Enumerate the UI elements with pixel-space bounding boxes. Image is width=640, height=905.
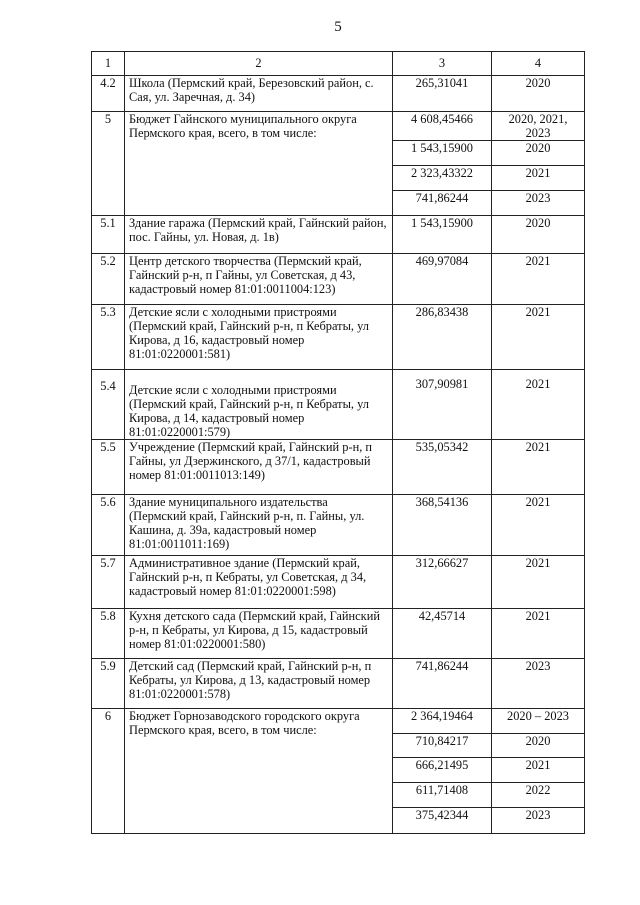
row-year: 2021	[492, 609, 585, 659]
row-number: 5.8	[92, 609, 125, 659]
row-amount: 741,86244	[393, 659, 492, 709]
row-amount: 265,31041	[393, 76, 492, 112]
header-col-1: 1	[92, 52, 125, 76]
table-row	[92, 76, 585, 112]
row-year: 2021	[492, 370, 585, 440]
table-row	[92, 495, 585, 556]
row-number: 4.2	[92, 76, 125, 112]
table-row	[92, 254, 585, 305]
row-description: Здание муниципального издательства (Пермский край, Гайнский р-н, п. Гайны, ул. Кашина, д. 39а, кадастровый номер 81:01:0011011:169)	[125, 495, 393, 556]
table-row	[92, 216, 585, 254]
row-year: 2021	[492, 556, 585, 609]
row-description: Школа (Пермский край, Березовский район, с. Сая, ул. Заречная, д. 34)	[125, 76, 393, 112]
row-amount: 307,90981	[393, 370, 492, 440]
table-row	[92, 709, 585, 734]
row-number: 5.6	[92, 495, 125, 556]
table-row	[92, 370, 585, 440]
row-description: Бюджет Горнозаводского городского округа Пермского края, всего, в том числе:	[125, 709, 393, 834]
row-year: 2022	[492, 783, 585, 808]
row-year: 2020, 2021, 2023	[492, 112, 585, 141]
row-amount: 42,45714	[393, 609, 492, 659]
table-row	[92, 305, 585, 370]
row-amount: 286,83438	[393, 305, 492, 370]
table-row	[92, 556, 585, 609]
row-year: 2021	[492, 440, 585, 495]
row-year: 2021	[492, 758, 585, 783]
row-description: Здание гаража (Пермский край, Гайнский район, пос. Гайны, ул. Новая, д. 1в)	[125, 216, 393, 254]
row-description: Кухня детского сада (Пермский край, Гайнский р-н, п Кебраты, ул Кирова, д 15, кадастровый номер 81:01:0220001:580)	[125, 609, 393, 659]
row-amount: 2 364,19464	[393, 709, 492, 734]
row-description: Детские ясли с холодными пристроями (Пермский край, Гайнский р-н, п Кебраты, ул Кирова, д 16, кадастровый номер 81:01:0220001:581)	[125, 305, 393, 370]
row-year: 2023	[492, 808, 585, 834]
row-year: 2021	[492, 254, 585, 305]
row-year: 2021	[492, 305, 585, 370]
row-amount: 312,66627	[393, 556, 492, 609]
budget-table	[91, 51, 585, 834]
row-amount: 368,54136	[393, 495, 492, 556]
row-description: Административное здание (Пермский край, Гайнский р-н, п Кебраты, ул Советская, д 34, кадастровый номер 81:01:0220001:598)	[125, 556, 393, 609]
header-col-4: 4	[492, 52, 585, 76]
row-number: 5.2	[92, 254, 125, 305]
row-description: Детский сад (Пермский край, Гайнский р-н, п Кебраты, ул Кирова, д 13, кадастровый номер 81:01:0220001:578)	[125, 659, 393, 709]
row-year: 2020 – 2023	[492, 709, 585, 734]
row-number: 6	[92, 709, 125, 834]
row-description: Центр детского творчества (Пермский край, Гайнский р-н, п Гайны, ул Советская, д 43, кадастровый номер 81:01:0011004:123)	[125, 254, 393, 305]
row-amount: 1 543,15900	[393, 141, 492, 166]
row-description: Бюджет Гайнского муниципального округа Пермского края, всего, в том числе:	[125, 112, 393, 216]
row-number: 5.5	[92, 440, 125, 495]
header-col-2: 2	[125, 52, 393, 76]
row-amount: 2 323,43322	[393, 166, 492, 191]
row-amount: 741,86244	[393, 191, 492, 216]
table-row	[92, 659, 585, 709]
row-number: 5.1	[92, 216, 125, 254]
row-amount: 469,97084	[393, 254, 492, 305]
row-amount: 535,05342	[393, 440, 492, 495]
table-row	[92, 609, 585, 659]
table-header-row	[92, 52, 585, 76]
row-year: 2020	[492, 216, 585, 254]
row-description: Учреждение (Пермский край, Гайнский р-н, п Гайны, ул Дзержинского, д 37/1, кадастровый номер 81:01:0011013:149)	[125, 440, 393, 495]
row-year: 2023	[492, 191, 585, 216]
row-amount: 666,21495	[393, 758, 492, 783]
row-number: 5.7	[92, 556, 125, 609]
table-row	[92, 440, 585, 495]
row-amount: 375,42344	[393, 808, 492, 834]
row-year: 2023	[492, 659, 585, 709]
row-description: Детские ясли с холодными пристроями (Пермский край, Гайнский р-н, п Кебраты, ул Кирова, д 14, кадастровый номер 81:01:0220001:579)	[125, 370, 393, 440]
page-number: 5	[334, 19, 342, 35]
header-col-3: 3	[393, 52, 492, 76]
row-amount: 4 608,45466	[393, 112, 492, 141]
row-year: 2020	[492, 141, 585, 166]
row-year: 2021	[492, 166, 585, 191]
row-amount: 1 543,15900	[393, 216, 492, 254]
row-year: 2021	[492, 495, 585, 556]
row-amount: 611,71408	[393, 783, 492, 808]
table-row	[92, 112, 585, 141]
row-number: 5.3	[92, 305, 125, 370]
row-number: 5.9	[92, 659, 125, 709]
row-amount: 710,84217	[393, 734, 492, 758]
row-year: 2020	[492, 76, 585, 112]
row-number: 5	[92, 112, 125, 216]
row-year: 2020	[492, 734, 585, 758]
row-number: 5.4	[92, 370, 125, 440]
